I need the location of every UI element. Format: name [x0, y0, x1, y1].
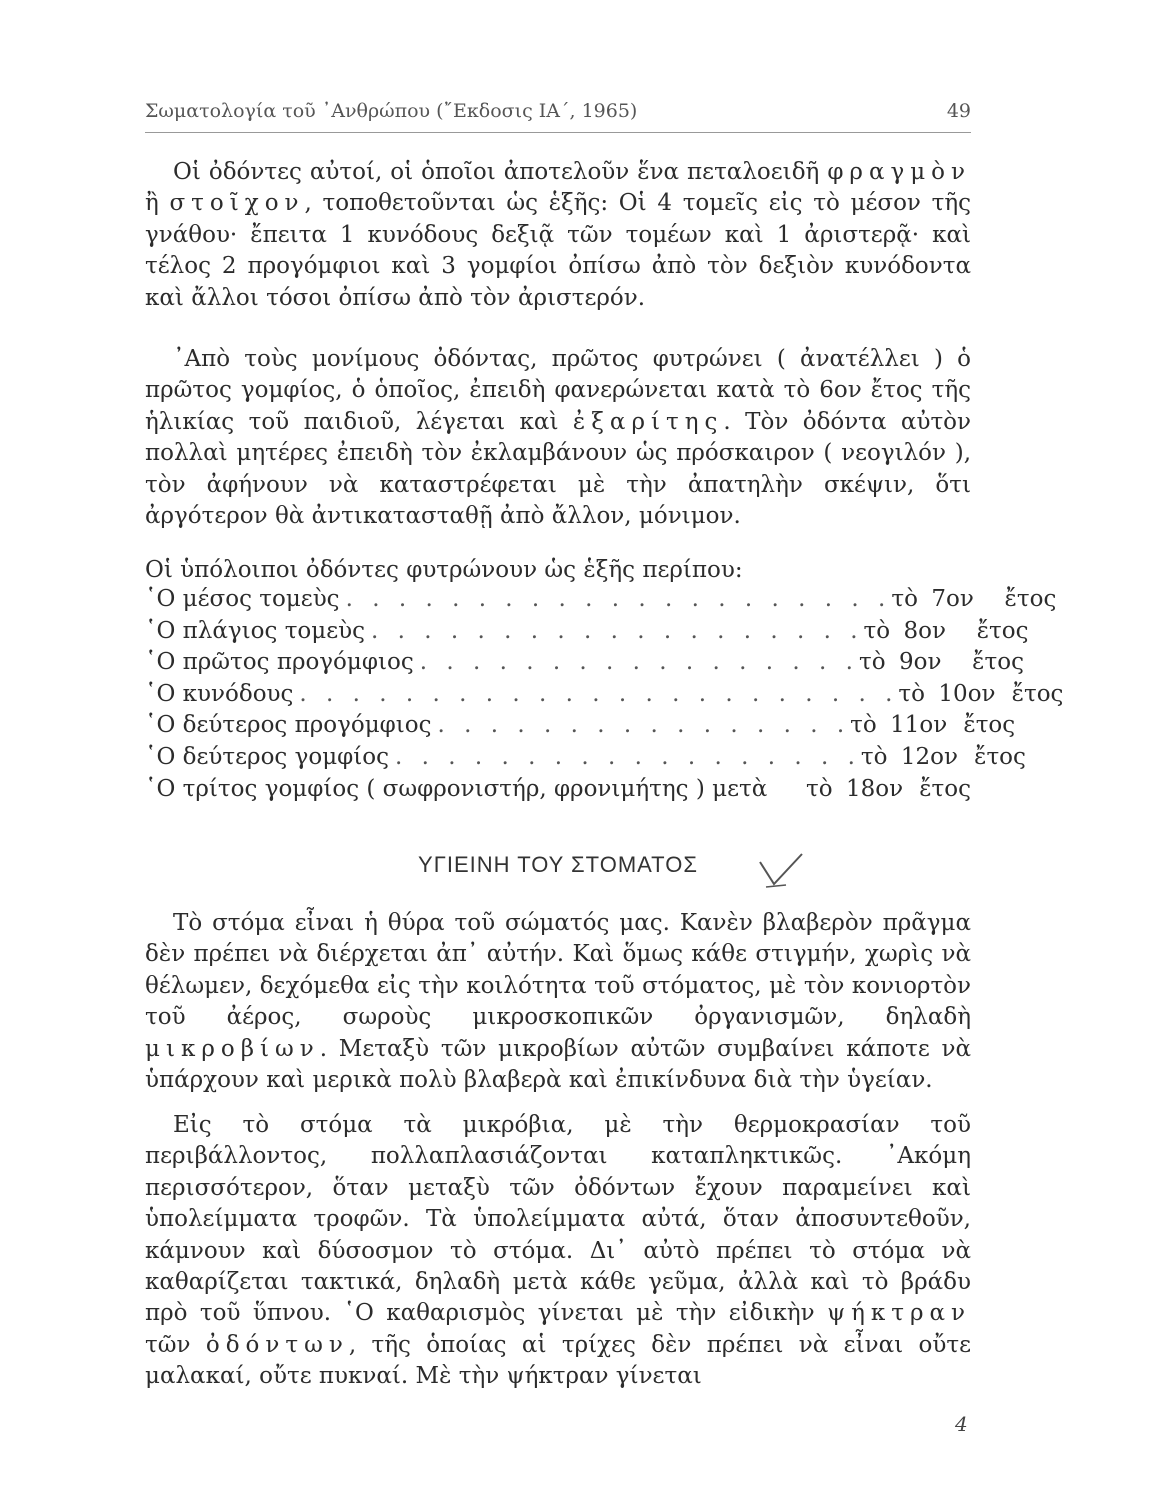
checkmark-annotation — [750, 850, 810, 890]
eruption-year: ἔτος — [976, 617, 1029, 644]
eruption-row — [145, 743, 1026, 776]
eruption-to: τὸ — [898, 680, 925, 707]
spaced-term: μικροβίων — [145, 1035, 320, 1062]
eruption-to: τὸ — [863, 617, 891, 644]
signature-mark: 4 — [955, 1412, 968, 1436]
eruption-row — [145, 649, 1024, 681]
eruption-to: τὸ — [858, 649, 886, 676]
eruption-year: ἔτος — [963, 712, 1016, 739]
eruption-row — [145, 680, 1064, 713]
eruption-row — [145, 776, 971, 808]
eruption-age: 10ον — [938, 680, 996, 707]
header-title: Σωματολογία τοῦ ᾿Ανθρώπου (῎Εκδοσις ΙΑ΄, 1965) — [145, 100, 638, 122]
eruption-age: 7ον — [931, 586, 974, 612]
eruption-to: τὸ — [860, 743, 888, 770]
eruption-to: τὸ — [850, 712, 877, 739]
eruption-to: τὸ — [891, 586, 918, 612]
paragraph-first-molar: ᾿Απὸ τοὺς μονίμους ὀδόντας, πρῶτος φυτρώνει ( ἀνατέλλει ) ὁ πρῶτος γομφίος, ὁ ὁποῖος, ἐπειδὴ φανερώνεται κατὰ τὸ 6ον ἔτος τῆς ἡλικίας τοῦ παιδιοῦ, λέγεται καὶ ἐξαρίτης. Τὸν ὀδόντα αὐτὸν πολλαὶ μητέρες ἐπειδὴ τὸν ἐκλαμβάνουν ὡς πρόσκαιρον ( νεογιλόν ), τὸν ἀφήνουν νὰ καταστρέφεται μὲ τὴν ἀπατηλὴν σκέψιν, ὅτι ἀργότερον θὰ ἀντικατασταθῇ ἀπὸ ἄλλον, μόνιμον. — [145, 346, 972, 530]
eruption-name: ῾Ο πρῶτος προγόμφιος — [145, 649, 414, 676]
eruption-name: ῾Ο δεύτερος γομφίος — [145, 743, 390, 770]
eruption-name: ῾Ο κυνόδους — [145, 680, 294, 707]
eruption-year: ἔτος — [1011, 680, 1064, 707]
running-header — [145, 100, 971, 130]
spaced-term: ψήκτραν — [827, 1300, 972, 1327]
eruption-row — [145, 617, 1029, 650]
eruption-name: ῾Ο πλάγιος τομεὺς — [145, 617, 365, 644]
header-rule — [145, 132, 971, 133]
eruption-name: ῾Ο τρίτος γομφίος ( σωφρονιστήρ, φρονιμήτης ) μετὰ — [145, 775, 768, 802]
eruption-dots: . . . . . . . . . . . . . . . . — [437, 712, 851, 739]
spaced-term: ὀδόντων — [205, 1331, 349, 1358]
eruption-age: 11ον — [890, 712, 948, 739]
paragraph-eruption-intro: Οἱ ὑπόλοιποι ὀδόντες φυτρώνουν ὡς ἑξῆς περίπου: — [145, 557, 743, 583]
eruption-dots: . . . . . . . . . . . . . . . . . . . — [371, 617, 864, 644]
eruption-dots: . . . . . . . . . . . . . . . . . . . . . — [345, 586, 892, 612]
spaced-term: φραγμὸν — [827, 159, 971, 185]
paragraph-teeth-arrangement: Οἱ ὀδόντες αὐτοί, οἱ ὁποῖοι ἀποτελοῦν ἕνα πεταλοειδῆ φραγμὸν ἢ στοῖχον, τοποθετοῦνται ὡς ἑξῆς: Οἱ 4 τομεῖς εἰς τὸ μέσον τῆς γνάθου· ἔπειτα 1 κυνόδους δεξιᾷ τῶν τομέων καὶ 1 ἀριστερᾷ· καὶ τέλος 2 προγόμφιοι καὶ 3 γομφίοι ὀπίσω ἀπὸ τὸν δεξιὸν κυνόδοντα καὶ ἄλλοι τόσοι ὀπίσω ἀπὸ τὸν ἀριστερόν. — [145, 159, 972, 311]
eruption-age: 8ον — [903, 617, 946, 644]
eruption-name: ῾Ο μέσος τομεὺς — [145, 586, 340, 612]
eruption-row — [145, 712, 1016, 744]
section-title: ΥΓΙΕΙΝΗ ΤΟΥ ΣΤΟΜΑΤΟΣ — [418, 852, 698, 877]
eruption-row — [145, 586, 1057, 618]
paragraph-cleaning: Εἰς τὸ στόμα τὰ μικρόβια, μὲ τὴν θερμοκρασίαν τοῦ περιβάλλοντος, πολλαπλασιάζονται καταπληκτικῶς. ᾿Ακόμη περισσότερον, ὅταν μεταξὺ τῶν ὀδόντων ἔχουν παραμείνει καὶ ὑπολείμματα τροφῶν. Τὰ ὑπολείμματα αὐτά, ὅταν ἀποσυντεθοῦν, κάμνουν καὶ δύσοσμον τὸ στόμα. Δι᾿ αὐτὸ πρέπει τὸ στόμα νὰ καθαρίζεται τακτικά, δηλαδὴ μετὰ κάθε γεῦμα, ἀλλὰ καὶ τὸ βράδυ πρὸ τοῦ ὕπνου. ῾Ο καθαρισμὸς γίνεται μὲ τὴν εἰδικὴν ψήκτραν τῶν ὀδόντων, τῆς ὁποίας αἱ τρίχες δὲν πρέπει νὰ εἶναι οὔτε μαλακαί, οὔτε πυκναί. Μὲ τὴν ψήκτραν γίνεται — [145, 1112, 972, 1390]
spaced-term: ἐξαρίτης — [572, 408, 724, 435]
eruption-age: 9ον — [898, 649, 942, 676]
eruption-dots: . . . . . . . . . . . . . . . . . . — [395, 743, 861, 770]
eruption-name: ῾Ο δεύτερος προγόμφιος — [145, 712, 432, 739]
eruption-to: τὸ — [806, 775, 833, 802]
eruption-dots: . . . . . . . . . . . . . . . . . — [419, 649, 859, 676]
eruption-year: ἔτος — [919, 775, 971, 802]
eruption-year: ἔτος — [974, 743, 1026, 770]
paragraph-mouth-gateway: Τὸ στόμα εἶναι ἡ θύρα τοῦ σώματός μας. Κανὲν βλαβερὸν πρᾶγμα δὲν πρέπει νὰ διέρχεται ἀπ᾿ αὐτήν. Καὶ ὅμως κάθε στιγμήν, χωρὶς νὰ θέλωμεν, δεχόμεθα εἰς τὴν κοιλότητα τοῦ στόματος, μὲ τὸν κονιορτὸν τοῦ ἀέρος, σωροὺς μικροσκοπικῶν ὀργανισμῶν, δηλαδὴ μικροβίων. Μεταξὺ τῶν μικροβίων αὐτῶν συμβαίνει κάποτε νὰ ὑπάρχουν καὶ μερικὰ πολὺ βλαβερὰ καὶ ἐπικίνδυνα διὰ τὴν ὑγείαν. — [145, 910, 971, 1094]
eruption-year: ἔτος — [972, 649, 1024, 676]
eruption-age: 12ον — [900, 743, 959, 770]
eruption-dots: . . . . . . . . . . . . . . . . . . . . . . . — [299, 680, 899, 707]
eruption-age: 18ον — [846, 775, 904, 802]
page-number: 49 — [946, 100, 971, 122]
spaced-term: στοῖχον — [169, 190, 305, 217]
eruption-year: ἔτος — [1004, 586, 1057, 612]
eruption-table — [145, 586, 1064, 807]
